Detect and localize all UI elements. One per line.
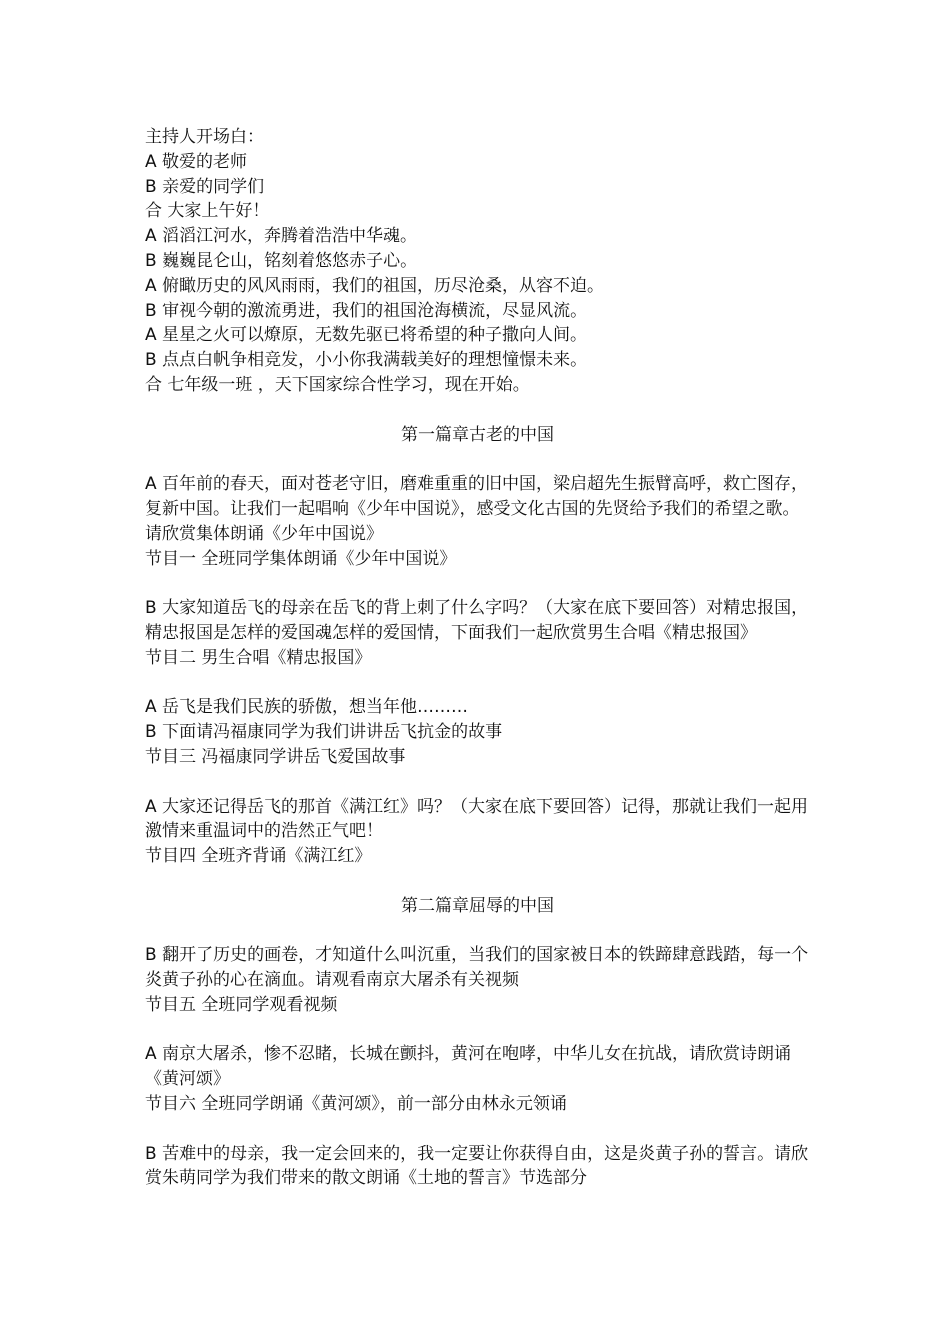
host-speech: B 大家知道岳飞的母亲在岳飞的背上刺了什么字吗？（大家在底下要回答）对精忠报国，精忠报国是怎样的爱国魂怎样的爱国情，下面我们一起欣赏男生合唱《精忠报国》 (145, 598, 809, 643)
program-item: 节目五 全班同学观看视频 (145, 994, 338, 1015)
script-block (145, 943, 810, 1017)
document-page (145, 125, 810, 1191)
host-speech: B 下面请冯福康同学为我们讲讲岳飞抗金的故事 (145, 722, 503, 743)
host-speech: A 百年前的春天，面对苍老守旧，磨难重重的旧中国，梁启超先生振臂高呼，救亡图存，复新中国。让我们一起唱响《少年中国说》，感受文化古国的先贤给予我们的希望之歌。请欣赏集体朗诵《少年中国说》 (145, 474, 809, 544)
program-item: 节目一 全班同学集体朗诵《少年中国说》 (145, 548, 457, 569)
program-item: 节目六 全班同学朗诵《黄河颂》，前一部分由林永元领诵 (145, 1094, 567, 1115)
opening-title: 主持人开场白： (145, 127, 264, 147)
script-block (145, 1142, 810, 1192)
program-item: 节目三 冯福康同学讲岳飞爱国故事 (145, 746, 406, 767)
opening-section (145, 125, 810, 398)
opening-line: B 点点白帆争相竞发，小小你我满载美好的理想憧憬未来。 (145, 350, 588, 371)
opening-line: 合 大家上午好！ (145, 201, 270, 222)
script-block (145, 596, 810, 670)
opening-line: 合 七年级一班 ，天下国家综合性学习，现在开始。 (145, 374, 530, 395)
chapter-heading: 第二篇章屈辱的中国 (401, 895, 554, 916)
program-item: 节目四 全班齐背诵《满江红》 (145, 846, 372, 867)
opening-line: B 审视今朝的激流勇进，我们的祖国沧海横流，尽显风流。 (145, 300, 588, 321)
opening-line: A 星星之火可以燎原，无数先驱已将希望的种子撒向人间。 (145, 325, 588, 346)
opening-line: B 巍巍昆仑山，铭刻着悠悠赤子心。 (145, 250, 418, 271)
host-speech: B 翻开了历史的画卷，才知道什么叫沉重，当我们的国家被日本的铁蹄肆意践踏，每一个炎黄子孙的心在滴血。请观看南京大屠杀有关视频 (145, 945, 809, 991)
script-block (145, 472, 810, 571)
script-block (145, 1042, 810, 1116)
host-speech: A 岳飞是我们民族的骄傲，想当年他……… (145, 697, 469, 718)
host-speech: A 南京大屠杀，惨不忍睹，长城在颤抖，黄河在咆哮，中华儿女在抗战，请欣赏诗朗诵《黄河颂》 (145, 1044, 792, 1090)
opening-line: B 亲爱的同学们 (145, 176, 265, 197)
opening-line: A 俯瞰历史的风风雨雨，我们的祖国，历尽沧桑，从容不迫。 (145, 275, 605, 296)
opening-line: A 滔滔江河水，奔腾着浩浩中华魂。 (145, 226, 418, 247)
host-speech: B 苦难中的母亲，我一定会回来的，我一定要让你获得自由，这是炎黄子孙的誓言。请欣赏朱萌同学为我们带来的散文朗诵《土地的誓言》节选部分 (145, 1143, 809, 1189)
host-speech: A 大家还记得岳飞的那首《满江红》吗？（大家在底下要回答）记得，那就让我们一起用激情来重温词中的浩然正气吧！ (145, 796, 809, 842)
program-item: 节目二 男生合唱《精忠报国》 (145, 647, 372, 668)
chapter-heading: 第一篇章古老的中国 (401, 424, 554, 445)
opening-line: A 敬爱的老师 (145, 151, 248, 172)
script-block (145, 695, 810, 769)
script-block (145, 795, 810, 869)
